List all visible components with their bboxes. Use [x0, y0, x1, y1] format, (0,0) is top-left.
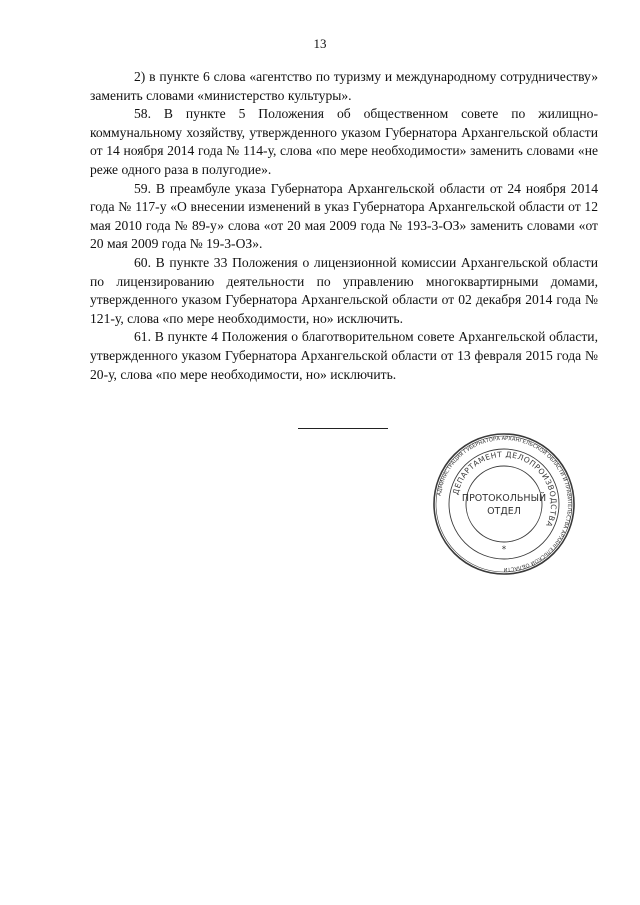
document-body [90, 68, 598, 384]
official-stamp [432, 432, 576, 576]
stamp-inner-line1: ПРОТОКОЛЬНЫЙ [461, 493, 547, 504]
page-number: 13 [313, 36, 327, 51]
stamp-outer-text: АДМИНИСТРАЦИЯ ГУБЕРНАТОРА АРХАНГЕЛЬСКОЙ ОБЛАСТИ И ПРАВИТЕЛЬСТВА АРХАНГЕЛЬСКОЙ ОБЛАСТИ [436, 435, 573, 573]
paragraph-item-59: 59. В преамбуле указа Губернатора Архангельской области от 24 ноября 2014 года № 117-у «О внесении изменений в указ Губернатора Архангельской области от 12 мая 2010 года № 89-у» слова «от 20 мая 2009 года № 193-3-ОЗ» заменить словами «от 20 мая 2009 года № 19-3-ОЗ». [90, 180, 598, 252]
stamp-inner-line2: ОТДЕЛ [487, 506, 521, 517]
paragraph-item-60: 60. В пункте 33 Положения о лицензионной комиссии Архангельской области по лицензированию деятельности по управлению многоквартирными домами, утвержденного указом Губернатора Архангельской области от 02 декабря 2014 года № 121-у, слова «по мере необходимости, но» исключить. [90, 254, 598, 326]
stamp-star-icon: * [501, 545, 507, 555]
end-separator-line [298, 428, 388, 429]
stamp-seal-icon [432, 432, 576, 576]
paragraph-item-61: 61. В пункте 4 Положения о благотворительном совете Архангельской области, утвержденного указом Губернатора Архангельской области от 13 февраля 2015 года № 20-у, слова «по мере необходимости, но» исключить. [90, 329, 598, 382]
paragraph-item-2: 2) в пункте 6 слова «агентство по туризму и международному сотрудничеству» заменить словами «министерство культуры». [90, 69, 598, 103]
paragraph-item-58: 58. В пункте 5 Положения об общественном совете по жилищно-коммунальному хозяйству, утвержденного указом Губернатора Архангельской области от 14 ноября 2014 года № 114-у, слова «по мере необходимости» заменить словами «не реже одного раза в полугодие». [90, 106, 598, 177]
stamp-middle-text: ДЕПАРТАМЕНТ ДЕЛОПРОИЗВОДСТВА [450, 449, 559, 529]
